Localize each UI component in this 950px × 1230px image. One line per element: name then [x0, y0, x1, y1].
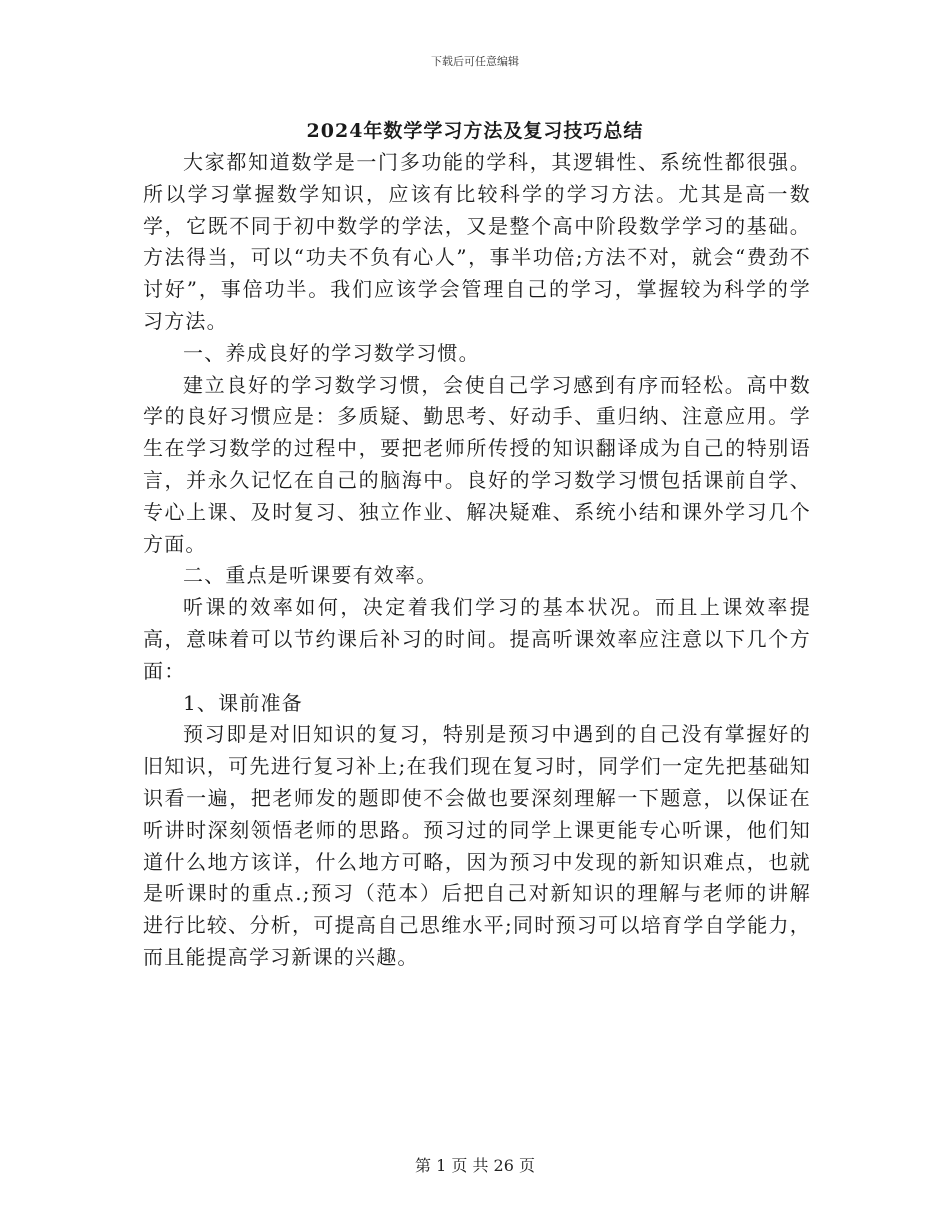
paragraph-listening: 听课的效率如何，决定着我们学习的基本状况。而且上课效率提高，意味着可以节约课后补习的时间。提高听课效率应注意以下几个方面：	[143, 595, 811, 683]
subsection-heading-preparation: 1、课前准备	[183, 690, 303, 715]
paragraph-habits: 建立良好的学习数学习惯，会使自己学习感到有序而轻松。高中数学的良好习惯应是：多质疑、勤思考、好动手、重归纳、注意应用。学生在学习数学的过程中，要把老师所传授的知识翻译成为自己的特别语言，并永久记忆在自己的脑海中。良好的学习数学习惯包括课前自学、专心上课、及时复习、独立作业、解决疑难、系统小结和课外学习几个方面。	[143, 372, 811, 556]
section-heading-habits: 一、养成良好的学习数学习惯。	[183, 340, 480, 365]
document-body	[143, 147, 811, 974]
header-note: 下载后可任意编辑	[431, 55, 519, 68]
document-title: 2024年数学学习方法及复习技巧总结	[306, 120, 644, 142]
section-heading-listening: 二、重点是听课要有效率。	[183, 563, 438, 588]
page-number-footer: 第 1 页 共 26 页	[415, 1156, 535, 1175]
paragraph-preparation: 预习即是对旧知识的复习，特别是预习中遇到的自己没有掌握好的旧知识，可先进行复习补上;在我们现在复习时，同学们一定先把基础知识看一遍，把老师发的题即使不会做也要深刻理解一下题意，以保证在听讲时深刻领悟老师的思路。预习过的同学上课更能专心听课，他们知道什么地方该详，什么地方可略，因为预习中发现的新知识难点，也就是听课时的重点.;预习（范本）后把自己对新知识的理解与老师的讲解进行比较、分析，可提高自己思维水平;同时预习可以培育学自学能力，而且能提高学习新课的兴趣。	[143, 722, 811, 969]
paragraph-intro: 大家都知道数学是一门多功能的学科，其逻辑性、系统性都很强。所以学习掌握数学知识，应该有比较科学的学习方法。尤其是高一数学，它既不同于初中数学的学法，又是整个高中阶段数学学习的基础。方法得当，可以“功夫不负有心人”，事半功倍;方法不对，就会“费劲不讨好”，事倍功半。我们应该学会管理自己的学习，掌握较为科学的学习方法。	[143, 150, 811, 333]
